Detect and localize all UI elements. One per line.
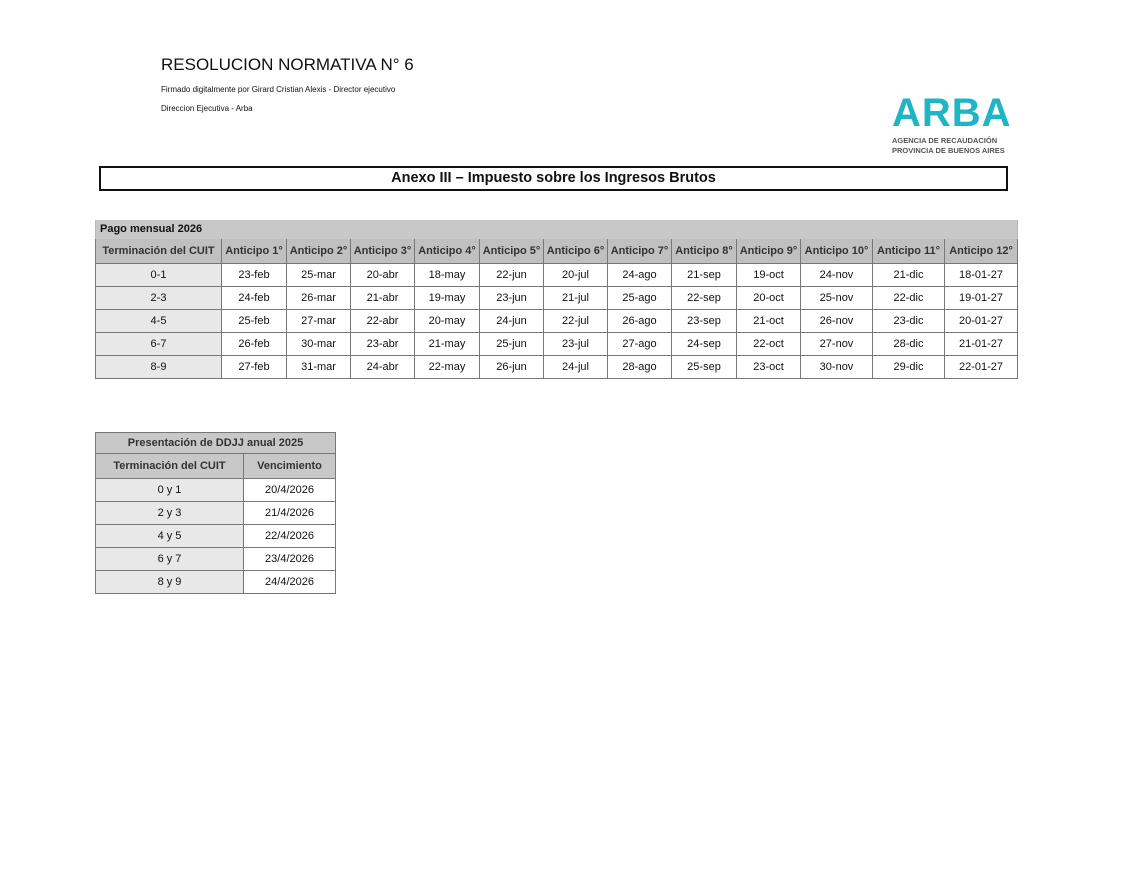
annual-ddjj-table [95,432,336,594]
date-cell: 22-abr [351,310,415,333]
cuit-ending-cell: 0-1 [96,264,222,287]
date-cell: 23-sep [672,310,737,333]
date-cell: 21-dic [873,264,945,287]
date-cell: 22-sep [672,287,737,310]
date-cell: 21-may [415,333,480,356]
office-line: Direccion Ejecutiva - Arba [161,104,253,113]
date-cell: 25-ago [608,287,672,310]
date-cell: 20-oct [737,287,801,310]
date-cell: 24-nov [801,264,873,287]
date-cell: 21-01-27 [945,333,1018,356]
arba-logo [892,90,1042,156]
column-header: Anticipo 9° [737,239,801,264]
table-row [96,264,1018,287]
table-row [96,502,336,525]
cuit-ending-cell: 8-9 [96,356,222,379]
date-cell: 21-sep [672,264,737,287]
column-header: Terminación del CUIT [96,239,222,264]
table-row [96,310,1018,333]
header-row [96,239,1018,264]
date-cell: 20-jul [544,264,608,287]
date-cell: 20-may [415,310,480,333]
date-cell: 25-sep [672,356,737,379]
cuit-ending-cell: 4-5 [96,310,222,333]
date-cell: 24-jun [480,310,544,333]
date-cell: 26-ago [608,310,672,333]
table-row [96,333,1018,356]
date-cell: 20/4/2026 [244,479,336,502]
date-cell: 19-01-27 [945,287,1018,310]
date-cell: 31-mar [287,356,351,379]
date-cell: 24-ago [608,264,672,287]
cuit-ending-cell: 2 y 3 [96,502,244,525]
column-header: Anticipo 2° [287,239,351,264]
date-cell: 23-dic [873,310,945,333]
column-header: Anticipo 10° [801,239,873,264]
signature-line: Firmado digitalmente por Girard Cristian Alexis - Director ejecutivo [161,85,396,94]
monthly-payment-table [95,220,1018,379]
column-header: Anticipo 7° [608,239,672,264]
date-cell: 21/4/2026 [244,502,336,525]
table-row [96,525,336,548]
column-header: Vencimiento [244,454,336,479]
date-cell: 22-dic [873,287,945,310]
date-cell: 24-abr [351,356,415,379]
monthly-caption: Pago mensual 2026 [96,221,1018,239]
date-cell: 21-oct [737,310,801,333]
table-row [96,479,336,502]
date-cell: 26-nov [801,310,873,333]
resolution-title: RESOLUCION NORMATIVA N° 6 [161,55,414,74]
column-header: Terminación del CUIT [96,454,244,479]
date-cell: 27-nov [801,333,873,356]
date-cell: 25-nov [801,287,873,310]
column-header: Anticipo 12° [945,239,1018,264]
date-cell: 22-oct [737,333,801,356]
date-cell: 25-feb [222,310,287,333]
cuit-ending-cell: 6 y 7 [96,548,244,571]
date-cell: 20-abr [351,264,415,287]
annex-title: Anexo III – Impuesto sobre los Ingresos Brutos [99,166,1008,191]
date-cell: 22/4/2026 [244,525,336,548]
date-cell: 28-ago [608,356,672,379]
date-cell: 19-may [415,287,480,310]
date-cell: 19-oct [737,264,801,287]
date-cell: 27-mar [287,310,351,333]
annual-caption: Presentación de DDJJ anual 2025 [96,433,336,454]
logo-line1: AGENCIA DE RECAUDACIÓN [892,136,998,145]
date-cell: 30-nov [801,356,873,379]
table-row [96,356,1018,379]
date-cell: 28-dic [873,333,945,356]
logo-line2: PROVINCIA DE BUENOS AIRES [892,146,1005,155]
cuit-ending-cell: 8 y 9 [96,571,244,594]
column-header: Anticipo 1° [222,239,287,264]
date-cell: 21-abr [351,287,415,310]
column-header: Anticipo 6° [544,239,608,264]
date-cell: 23-jul [544,333,608,356]
date-cell: 22-may [415,356,480,379]
date-cell: 26-mar [287,287,351,310]
date-cell: 26-feb [222,333,287,356]
cuit-ending-cell: 0 y 1 [96,479,244,502]
cuit-ending-cell: 4 y 5 [96,525,244,548]
date-cell: 30-mar [287,333,351,356]
date-cell: 18-01-27 [945,264,1018,287]
header-row [96,454,336,479]
date-cell: 21-jul [544,287,608,310]
date-cell: 20-01-27 [945,310,1018,333]
date-cell: 22-01-27 [945,356,1018,379]
column-header: Anticipo 4° [415,239,480,264]
date-cell: 24-jul [544,356,608,379]
date-cell: 29-dic [873,356,945,379]
date-cell: 27-ago [608,333,672,356]
date-cell: 23-feb [222,264,287,287]
date-cell: 23-oct [737,356,801,379]
date-cell: 23-jun [480,287,544,310]
date-cell: 22-jul [544,310,608,333]
date-cell: 24-sep [672,333,737,356]
date-cell: 24/4/2026 [244,571,336,594]
date-cell: 26-jun [480,356,544,379]
date-cell: 23/4/2026 [244,548,336,571]
date-cell: 27-feb [222,356,287,379]
column-header: Anticipo 8° [672,239,737,264]
date-cell: 18-may [415,264,480,287]
column-header: Anticipo 3° [351,239,415,264]
table-row [96,548,336,571]
column-header: Anticipo 5° [480,239,544,264]
column-header: Anticipo 11° [873,239,945,264]
cuit-ending-cell: 2-3 [96,287,222,310]
table-row [96,287,1018,310]
date-cell: 23-abr [351,333,415,356]
table-row [96,571,336,594]
cuit-ending-cell: 6-7 [96,333,222,356]
date-cell: 24-feb [222,287,287,310]
date-cell: 25-mar [287,264,351,287]
date-cell: 22-jun [480,264,544,287]
date-cell: 25-jun [480,333,544,356]
logo-wordmark: ARBA [892,91,1012,135]
